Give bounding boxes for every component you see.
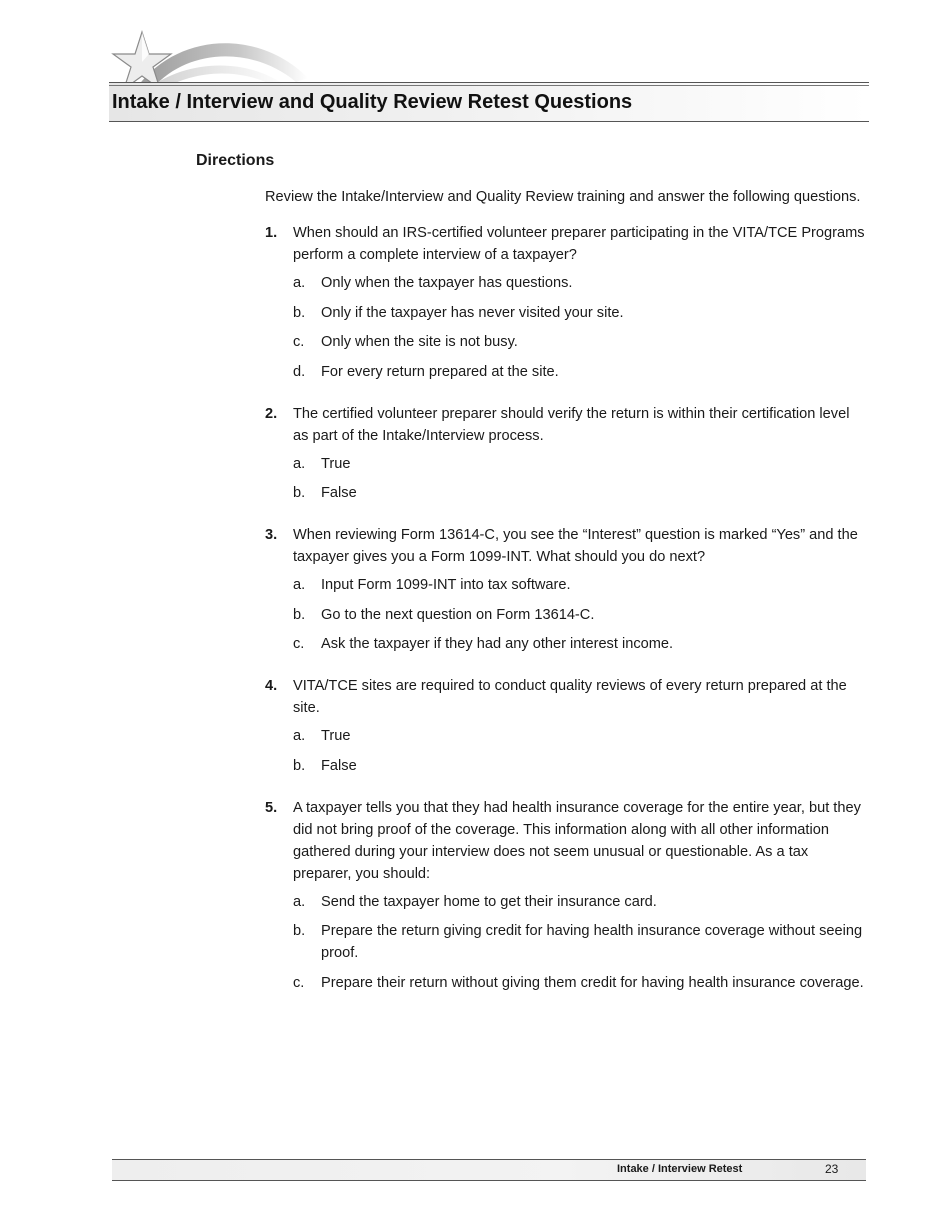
page-title: Intake / Interview and Quality Review Retest Questions	[112, 91, 633, 113]
option-text: Only if the taxpayer has never visited your site.	[321, 304, 624, 321]
option-letter: a.	[293, 275, 306, 291]
answer-option	[293, 482, 865, 504]
option-letter: c.	[293, 636, 305, 652]
answer-options	[293, 453, 865, 505]
option-letter: b.	[293, 485, 306, 501]
question-5	[265, 797, 865, 994]
answer-option	[293, 604, 865, 626]
answer-options	[293, 574, 865, 655]
answer-option	[293, 972, 865, 994]
option-text: Prepare the return giving credit for having health insurance coverage without seeing proof.	[321, 923, 863, 961]
option-text: Only when the site is not busy.	[321, 334, 518, 350]
answer-options	[293, 725, 865, 777]
option-text: Ask the taxpayer if they had any other interest income.	[321, 636, 674, 652]
option-letter: d.	[293, 363, 306, 380]
answer-option	[293, 361, 865, 383]
answer-option	[293, 302, 865, 324]
answer-option	[293, 891, 865, 913]
answer-option	[293, 920, 865, 964]
option-letter: a.	[293, 893, 306, 910]
option-text: True	[321, 455, 351, 472]
question-text: When reviewing Form 13614-C, you see the “Interest” question is marked “Yes” and the taxpayer gives you a Form 1099-INT. What should you do next?	[293, 527, 858, 565]
option-text: Send the taxpayer home to get their insurance card.	[321, 893, 657, 910]
option-letter: b.	[293, 757, 306, 774]
option-letter: b.	[293, 923, 306, 939]
answer-option	[293, 725, 865, 747]
option-letter: b.	[293, 304, 306, 321]
question-number: 2.	[265, 405, 278, 422]
answer-option	[293, 574, 865, 596]
answer-option	[293, 453, 865, 475]
directions-intro: Review the Intake/Interview and Quality Review training and answer the following questions.	[265, 189, 861, 205]
question-number: 4.	[265, 678, 278, 694]
question-number: 5.	[265, 799, 278, 816]
option-text: False	[321, 485, 357, 501]
option-letter: b.	[293, 606, 306, 623]
question-1	[265, 222, 865, 383]
answer-option	[293, 633, 865, 655]
question-2	[265, 403, 865, 505]
question-text: VITA/TCE sites are required to conduct quality reviews of every return prepared at the site.	[293, 678, 847, 716]
footer-band	[112, 1159, 866, 1181]
option-text: False	[321, 757, 357, 774]
questions-content	[265, 186, 865, 1014]
page-number: 23	[825, 1162, 839, 1176]
question-text: A taxpayer tells you that they had health insurance coverage for the entire year, but they did not bring proof of the coverage. This information along with all other information gathered during your interview does not seem unusual or questionable. As a tax preparer, you should:	[293, 799, 861, 882]
question-text: When should an IRS-certified volunteer preparer participating in the VITA/TCE Programs perform a complete interview of a taxpayer?	[293, 225, 865, 263]
answer-options	[293, 272, 865, 383]
question-text: The certified volunteer preparer should verify the return is within their certification level as part of the Intake/Interview process.	[293, 405, 850, 444]
footer-title: Intake / Interview Retest	[617, 1163, 743, 1175]
option-letter: a.	[293, 577, 306, 593]
option-letter: a.	[293, 455, 306, 472]
answer-option	[293, 272, 865, 294]
header-band	[109, 82, 869, 122]
answer-option	[293, 331, 865, 353]
option-text: Input Form 1099-INT into tax software.	[321, 577, 571, 593]
option-text: Prepare their return without giving them credit for having health insurance coverage.	[321, 974, 864, 991]
question-number: 3.	[265, 527, 278, 543]
option-letter: a.	[293, 728, 306, 744]
answer-option	[293, 755, 865, 777]
option-letter: c.	[293, 974, 305, 991]
option-text: True	[321, 728, 351, 744]
question-4	[265, 675, 865, 777]
option-text: For every return prepared at the site.	[321, 363, 559, 380]
answer-options	[293, 891, 865, 994]
option-text: Only when the taxpayer has questions.	[321, 275, 573, 291]
question-number: 1.	[265, 225, 278, 241]
option-letter: c.	[293, 334, 305, 350]
directions-heading: Directions	[196, 152, 275, 169]
question-3	[265, 524, 865, 655]
option-text: Go to the next question on Form 13614-C.	[321, 606, 595, 623]
